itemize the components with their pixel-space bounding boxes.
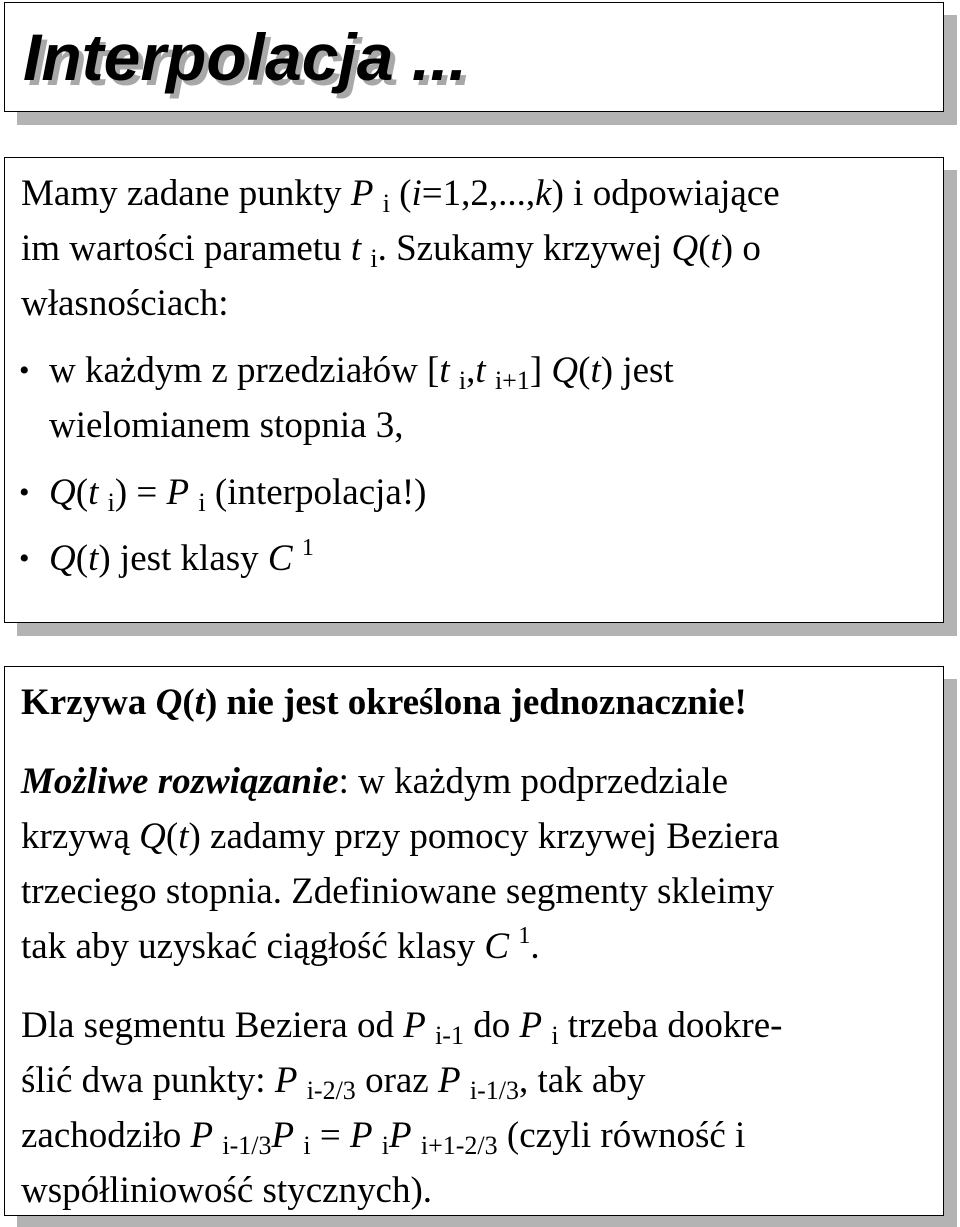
- slide-title: Interpolacja ...: [23, 20, 467, 94]
- bullet-3-marker: •: [19, 542, 30, 575]
- definition-box: [4, 157, 944, 623]
- solution-box: [4, 666, 944, 1216]
- solution-p1-line-3: trzeciego stopnia. Zdefiniowane segmenty skleimy: [21, 871, 775, 912]
- solution-p2-line-3: zachodziło P $_{i-1/3}$P $_i$ = P $_i$P $_{i+1-2/3}$ (czyli równość i: [21, 1115, 746, 1160]
- bullet-2-marker: •: [19, 476, 30, 509]
- definition-line-2: im wartości parametu t $_i$. Szukamy krzywej Q(t) o: [21, 228, 761, 273]
- solution-heading: Krzywa Q(t) nie jest określona jednoznacznie!: [21, 682, 747, 723]
- solution-p2-line-1: Dla segmentu Beziera od P $_{i-1}$ do P $_i$ trzeba dookre-: [21, 1005, 783, 1050]
- bullet-1-line-1: w każdym z przedziałów [t $_i$,t $_{i+1}$] Q(t) jest: [49, 350, 674, 395]
- bullet-1-marker: •: [19, 354, 30, 387]
- bullet-3: Q(t) jest klasy C $^1$: [49, 535, 314, 579]
- solution-p1-line-4: tak aby uzyskać ciągłość klasy C $^1$.: [21, 923, 540, 967]
- bullet-2: Q(t $_i$) = P $_i$ (interpolacja!): [49, 472, 427, 517]
- definition-line-1: Mamy zadane punkty P $_i$ (i=1,2,...,k) i odpowiające: [21, 173, 780, 218]
- solution-p1-line-2: krzywą Q(t) zadamy przy pomocy krzywej Beziera: [21, 816, 780, 857]
- definition-line-3: własnościach:: [21, 283, 229, 324]
- bullet-1-line-2: wielomianem stopnia 3,: [49, 405, 404, 446]
- solution-p1-line-1: Możliwe rozwiązanie: w każdym podprzedziale: [21, 761, 729, 802]
- solution-p2-line-4: współliniowość stycznych).: [21, 1170, 433, 1211]
- solution-p2-line-2: ślić dwa punkty: P $_{i-2/3}$ oraz P $_{i-1/3}$, tak aby: [21, 1060, 646, 1105]
- title-box: [4, 2, 944, 112]
